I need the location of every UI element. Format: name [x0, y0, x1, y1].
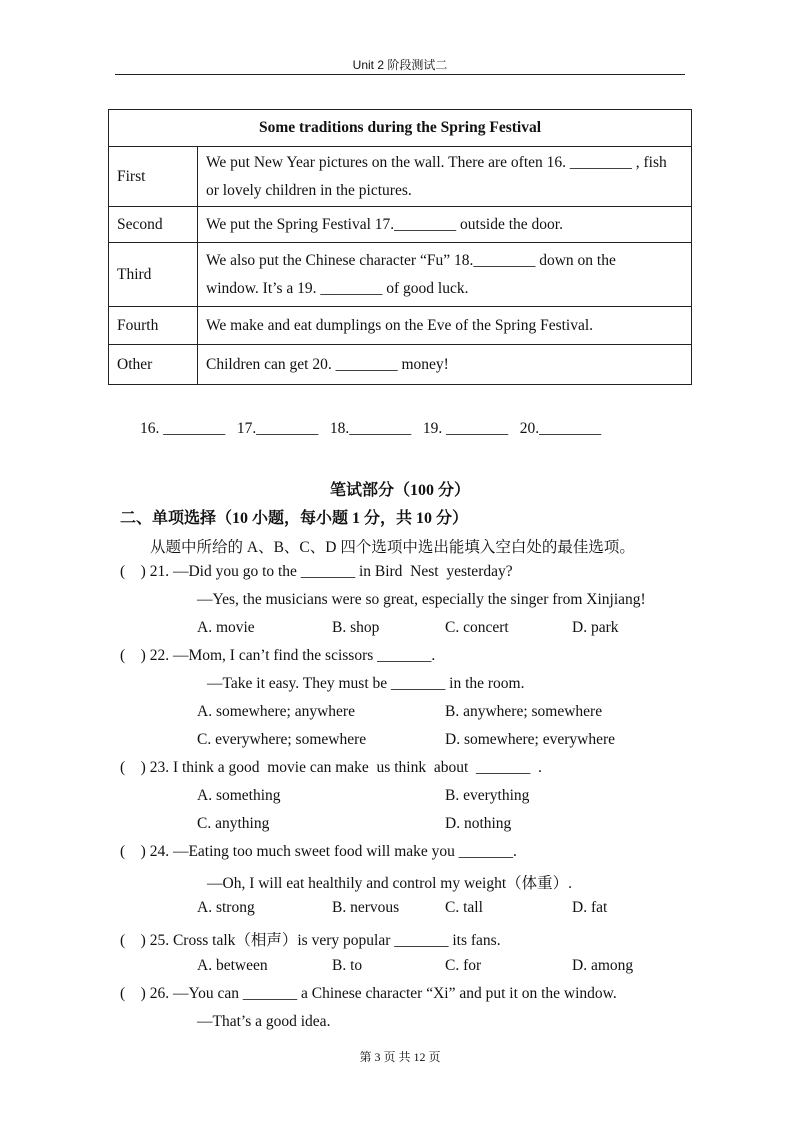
reply-21: —Yes, the musicians were so great, especially the singer from Xinjiang! — [197, 591, 646, 608]
table-title-row — [109, 110, 692, 147]
question-22: ( ) 22. —Mom, I can’t find the scissors _______. — [120, 647, 436, 664]
option-b: B. to — [332, 957, 363, 974]
option-d: D. among — [572, 957, 634, 974]
table-row — [109, 243, 692, 307]
option-b: B. everything — [445, 787, 530, 804]
question-23: ( ) 23. I think a good movie can make us think about _______ . — [120, 759, 542, 776]
question-25: ( ) 25. Cross talk（相声）is very popular _______ its fans. — [120, 932, 501, 949]
option-b: B. shop — [332, 619, 380, 636]
option-a: A. movie — [197, 619, 255, 636]
traditions-table — [108, 109, 692, 385]
option-d: D. somewhere; everywhere — [445, 731, 615, 748]
section-heading: 笔试部分（100 分） — [329, 482, 470, 499]
table-row — [109, 345, 692, 385]
row-label: Fourth — [109, 307, 198, 345]
option-a: A. between — [197, 957, 268, 974]
question-24: ( ) 24. —Eating too much sweet food will make you _______. — [120, 843, 517, 860]
table-row — [109, 307, 692, 345]
option-a: A. something — [197, 787, 281, 804]
header-rule — [115, 74, 685, 75]
row-line: We also put the Chinese character “Fu” 18.________ down on the — [206, 251, 616, 269]
page-header: Unit 2 阶段测试二 — [352, 58, 448, 72]
row-line: or lovely children in the pictures. — [206, 181, 412, 199]
row-line: We put the Spring Festival 17.________ outside the door. — [206, 215, 563, 233]
row-line: window. It’s a 19. ________ of good luck. — [206, 279, 469, 297]
row-label: Other — [109, 345, 198, 385]
reply-24: —Oh, I will eat healthily and control my weight（体重）. — [207, 875, 573, 892]
page-footer: 第 3 页 共 12 页 — [359, 1050, 441, 1064]
option-d: D. nothing — [445, 815, 512, 832]
table-row — [109, 207, 692, 243]
option-b: B. nervous — [332, 899, 400, 916]
row-label: First — [109, 147, 198, 207]
row-content — [198, 147, 692, 207]
row-line: We make and eat dumplings on the Eve of the Spring Festival. — [206, 316, 594, 334]
reply-22: —Take it easy. They must be _______ in the room. — [207, 675, 525, 692]
option-a: A. strong — [197, 899, 255, 916]
row-line: Children can get 20. ________ money! — [206, 355, 449, 373]
table-row — [109, 147, 692, 207]
question-26: ( ) 26. —You can _______ a Chinese character “Xi” and put it on the window. — [120, 985, 617, 1002]
row-content — [198, 207, 692, 243]
option-d: D. fat — [572, 899, 608, 916]
option-c: C. everywhere; somewhere — [197, 731, 367, 748]
instruction: 从题中所给的 A、B、C、D 四个选项中选出能填入空白处的最佳选项。 — [150, 539, 635, 556]
part-title: 二、单项选择（10 小题，每小题 1 分，共 10 分） — [120, 510, 469, 527]
row-label: Second — [109, 207, 198, 243]
row-content — [198, 307, 692, 345]
option-c: C. tall — [445, 899, 483, 916]
option-c: C. concert — [445, 619, 509, 636]
option-d: D. park — [572, 619, 619, 636]
table-title: Some traditions during the Spring Festival — [109, 110, 692, 147]
row-label: Third — [109, 243, 198, 307]
row-line: We put New Year pictures on the wall. There are often 16. ________ , fish — [206, 153, 667, 171]
row-content — [198, 243, 692, 307]
option-b: B. anywhere; somewhere — [445, 703, 603, 720]
row-content — [198, 345, 692, 385]
answer-blanks: 16. ________ 17.________ 18.________ 19. ________ 20.________ — [140, 420, 602, 437]
option-a: A. somewhere; anywhere — [197, 703, 355, 720]
question-21: ( ) 21. —Did you go to the _______ in Bird Nest yesterday? — [120, 563, 513, 580]
option-c: C. for — [445, 957, 482, 974]
reply-26: —That’s a good idea. — [197, 1013, 331, 1030]
option-c: C. anything — [197, 815, 270, 832]
